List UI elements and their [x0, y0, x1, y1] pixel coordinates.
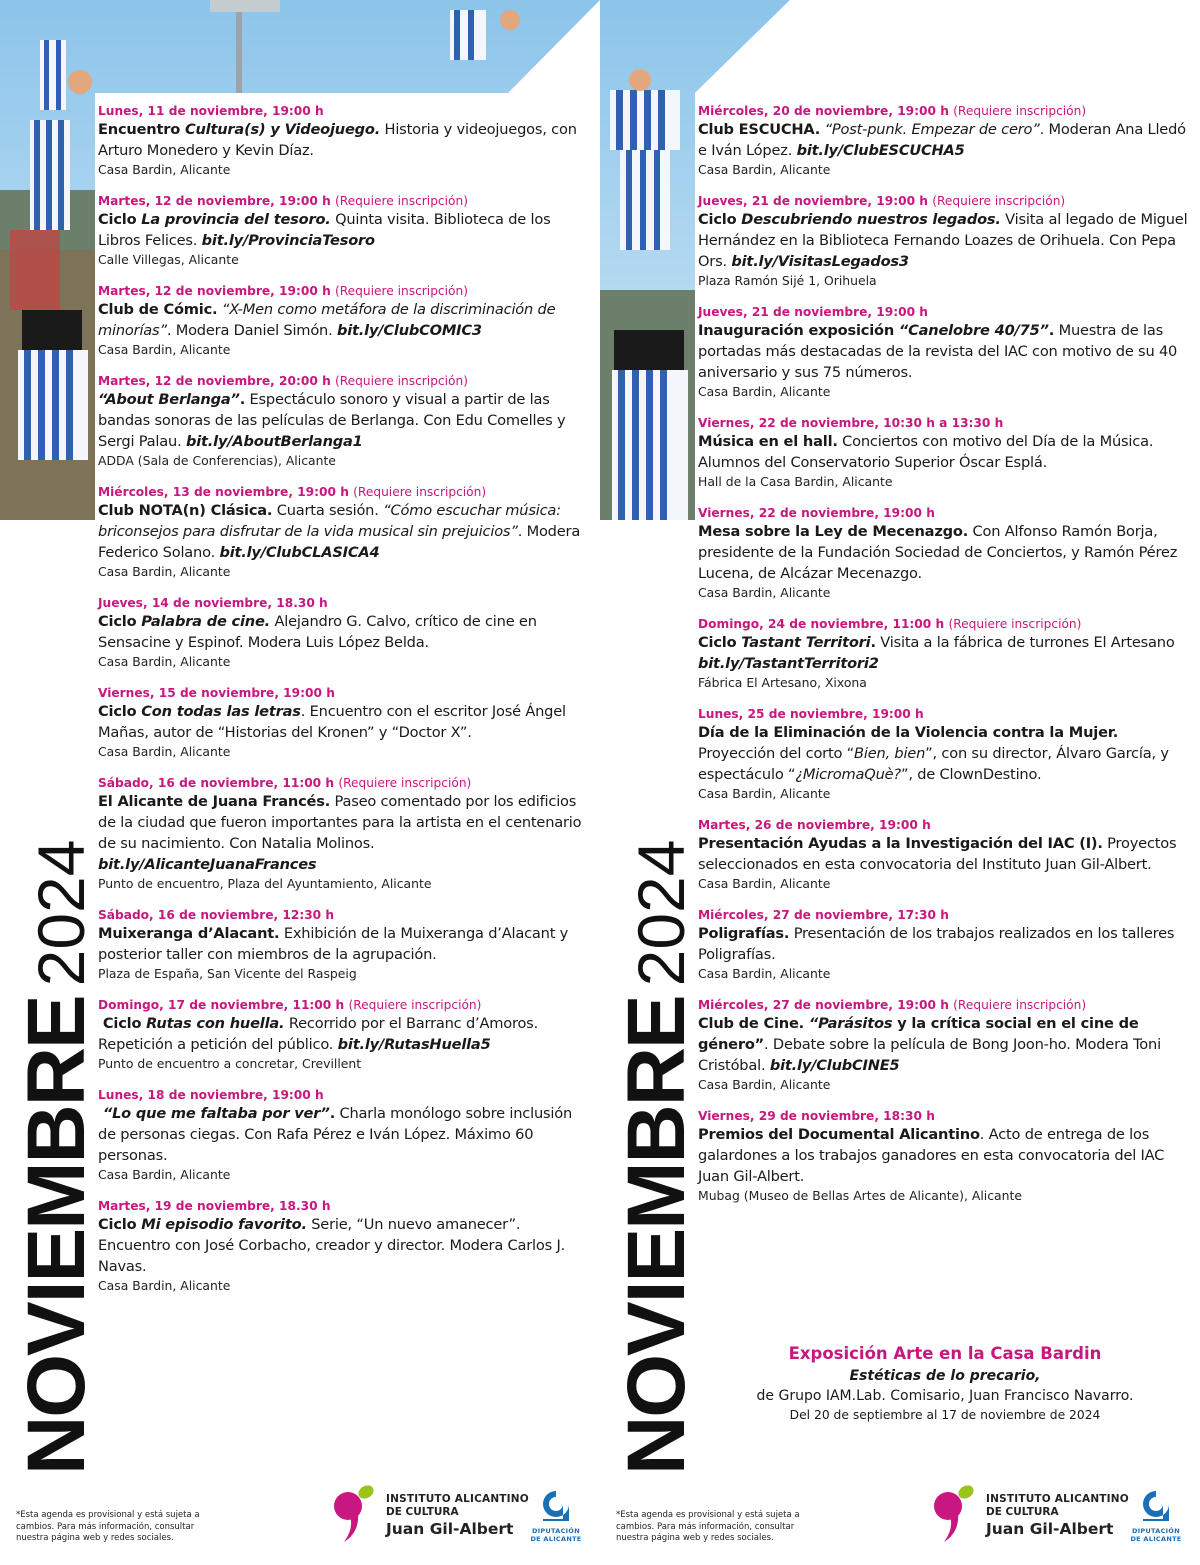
iac-logo-mark-icon	[930, 1484, 980, 1542]
event-description: “About Berlanga”. Espectáculo sonoro y visual a partir de las bandas sonoras de las películas de Berlanga. Con Edu Comelles y Sergi Palau. bit.ly/AboutBerlanga1	[98, 391, 566, 450]
event-date	[98, 997, 593, 1013]
diputacion-mark-icon	[1141, 1489, 1171, 1521]
event-registration-note: (Requiere inscripción)	[335, 284, 468, 298]
event-registration-note: (Requiere inscripción)	[953, 998, 1087, 1012]
event-venue: Casa Bardin, Alicante	[698, 786, 831, 801]
event-date-text: Miércoles, 20 de noviembre, 19:00 h	[698, 104, 949, 118]
event-date	[98, 373, 593, 389]
diputacion-line-1: DIPUTACIÓN	[532, 1527, 580, 1535]
event-description: Ciclo Mi episodio favorito. Serie, “Un nuevo amanecer”. Encuentro con José Corbacho, creador y director. Modera Carlos J. Navas.	[98, 1216, 566, 1275]
diputacion-line-2: DE ALICANTE	[1130, 1535, 1182, 1543]
event-date-text: Miércoles, 13 de noviembre, 19:00 h	[98, 485, 349, 499]
event-date-text: Martes, 12 de noviembre, 19:00 h	[98, 284, 331, 298]
event-date-text: Martes, 26 de noviembre, 19:00 h	[698, 818, 931, 832]
event-list-left	[98, 103, 593, 1309]
event-link[interactable]: bit.ly/TastantTerritori2	[698, 655, 879, 672]
diputacion-line-1: DIPUTACIÓN	[1132, 1527, 1180, 1535]
event-date	[98, 1198, 593, 1214]
event-venue: Casa Bardin, Alicante	[698, 876, 831, 891]
event-date-text: Domingo, 24 de noviembre, 11:00 h	[698, 617, 945, 631]
logo-line-2: DE CULTURA	[386, 1506, 459, 1518]
event-venue: Casa Bardin, Alicante	[698, 966, 831, 981]
event-registration-note: (Requiere inscripción)	[353, 485, 487, 499]
event-item	[698, 193, 1193, 289]
event-date	[98, 484, 593, 500]
event-venue: Casa Bardin, Alicante	[98, 342, 231, 357]
event-date-text: Lunes, 11 de noviembre, 19:00 h	[98, 104, 324, 118]
event-date-text: Jueves, 21 de noviembre, 19:00 h	[698, 305, 928, 319]
event-date-text: Martes, 12 de noviembre, 20:00 h	[98, 374, 331, 388]
event-date-text: Jueves, 21 de noviembre, 19:00 h	[698, 194, 928, 208]
event-venue: ADDA (Sala de Conferencias), Alicante	[98, 453, 336, 468]
event-date	[698, 616, 1193, 632]
event-description: Ciclo Palabra de cine. Alejandro G. Calvo, crítico de cine en Sensacine y Espinof. Modera Luis López Belda.	[98, 613, 537, 651]
event-venue: Casa Bardin, Alicante	[98, 1167, 231, 1182]
event-date	[98, 103, 593, 119]
event-description: Club de Cine. “Parásitos y la crítica social en el cine de género”. Debate sobre la película de Bong Joon-ho. Modera Toni Cristóbal. bit.ly/ClubCINE5	[698, 1015, 1161, 1074]
event-venue: Casa Bardin, Alicante	[98, 162, 231, 177]
event-venue: Fábrica El Artesano, Xixona	[698, 675, 867, 690]
event-item	[98, 193, 593, 268]
event-date	[698, 304, 1193, 320]
event-venue: Casa Bardin, Alicante	[698, 1077, 831, 1092]
event-date	[698, 193, 1193, 209]
event-item	[698, 304, 1193, 400]
event-description: Día de la Eliminación de la Violencia contra la Mujer. Proyección del corto “Bien, bien”, con su director, Álvaro García, y espectáculo “¿MicromaQuè?”, de ClownDestino.	[698, 724, 1169, 783]
event-date-text: Miércoles, 27 de noviembre, 19:00 h	[698, 998, 949, 1012]
event-item	[98, 595, 593, 670]
event-date	[698, 103, 1193, 119]
diputacion-logo	[1126, 1489, 1186, 1543]
event-date	[98, 595, 593, 611]
event-description: Ciclo Descubriendo nuestros legados. Visita al legado de Miguel Hernández en la Biblioteca Fernando Loazes de Orihuela. Con Pepa Ors. bit.ly/VisitasLegados3	[698, 211, 1188, 270]
event-date-text: Viernes, 29 de noviembre, 18:30 h	[698, 1109, 935, 1123]
event-item	[698, 997, 1193, 1093]
event-date	[698, 415, 1193, 431]
event-registration-note: (Requiere inscripción)	[335, 374, 468, 388]
exhibition-title: Exposición Arte en la Casa Bardin	[788, 1344, 1102, 1363]
event-date	[98, 685, 593, 701]
event-description: Encuentro Cultura(s) y Videojuego. Historia y videojuegos, con Arturo Monedero y Kevin Díaz.	[98, 121, 577, 159]
event-registration-note: (Requiere inscripción)	[338, 776, 472, 790]
logo-line-1: INSTITUTO ALICANTINO	[386, 1493, 529, 1505]
event-item	[98, 1198, 593, 1294]
event-date	[98, 193, 593, 209]
event-date-text: Martes, 19 de noviembre, 18.30 h	[98, 1199, 331, 1213]
vertical-title-right	[611, 839, 702, 1475]
event-date	[698, 505, 1193, 521]
event-link[interactable]: bit.ly/ClubCINE5	[769, 1057, 900, 1074]
event-registration-note: (Requiere inscripción)	[948, 617, 1082, 631]
event-description: Inauguración exposición “Canelobre 40/75”. Muestra de las portadas más destacadas de la revista del IAC con motivo de su 40 aniversario y sus 75 números.	[698, 322, 1178, 381]
diputacion-logo	[526, 1489, 586, 1543]
event-date	[698, 817, 1193, 833]
event-link[interactable]: bit.ly/AlicanteJuanaFrances	[98, 856, 317, 873]
event-date	[98, 907, 593, 923]
diputacion-line-2: DE ALICANTE	[530, 1535, 582, 1543]
event-description: Mesa sobre la Ley de Mecenazgo. Con Alfonso Ramón Borja, presidente de la Fundación Sociedad de Conciertos, y Ramón Pérez Lucena, de Alcázar Mecenazgo.	[698, 523, 1178, 582]
event-registration-note: (Requiere inscripción)	[348, 998, 482, 1012]
event-venue: Casa Bardin, Alicante	[698, 162, 831, 177]
event-date-text: Lunes, 25 de noviembre, 19:00 h	[698, 707, 924, 721]
event-description: Club de Cómic. “X-Men como metáfora de la discriminación de minorías”. Modera Daniel Simón. bit.ly/ClubCOMIC3	[98, 301, 556, 339]
event-item	[698, 706, 1193, 802]
iac-logo	[330, 1482, 529, 1544]
event-registration-note: (Requiere inscripción)	[932, 194, 1066, 208]
event-description: Ciclo Con todas las letras. Encuentro con el escritor José Ángel Mañas, autor de “Historias del Kronen” y “Doctor X”.	[98, 703, 566, 741]
event-item	[698, 1108, 1193, 1204]
event-date-text: Domingo, 17 de noviembre, 11:00 h	[98, 998, 345, 1012]
event-date	[698, 997, 1193, 1013]
event-item	[698, 505, 1193, 601]
event-link[interactable]: bit.ly/ProvinciaTesoro	[201, 232, 375, 249]
diputacion-mark-icon	[541, 1489, 571, 1521]
event-description: “Lo que me faltaba por ver”. Charla monólogo sobre inclusión de personas ciegas. Con Rafa Pérez e Iván López. Máximo 60 personas.	[98, 1105, 573, 1164]
event-description: Presentación Ayudas a la Investigación del IAC (I). Proyectos seleccionados en esta convocatoria del Instituto Juan Gil-Albert.	[698, 835, 1177, 873]
event-description: Ciclo La provincia del tesoro. Quinta visita. Biblioteca de los Libros Felices. bit.ly/ProvinciaTesoro	[98, 211, 551, 249]
event-item	[98, 775, 593, 892]
exhibition-credits: de Grupo IAM.Lab. Comisario, Juan Francisco Navarro.	[756, 1388, 1134, 1404]
event-venue: Mubag (Museo de Bellas Artes de Alicante), Alicante	[698, 1188, 1022, 1203]
event-registration-note: (Requiere inscripción)	[953, 104, 1087, 118]
event-date	[98, 1087, 593, 1103]
event-date-text: Viernes, 15 de noviembre, 19:00 h	[98, 686, 335, 700]
title-year: 2024	[624, 839, 698, 987]
event-venue: Hall de la Casa Bardin, Alicante	[698, 474, 893, 489]
event-item	[698, 907, 1193, 982]
exhibition-subtitle: Estéticas de lo precario,	[849, 1368, 1041, 1384]
event-venue: Casa Bardin, Alicante	[98, 744, 231, 759]
event-date	[98, 775, 593, 791]
event-item	[698, 103, 1193, 178]
event-date	[698, 907, 1193, 923]
event-item	[98, 103, 593, 178]
logo-line-2: DE CULTURA	[986, 1506, 1059, 1518]
disclaimer-note: *Esta agenda es provisional y está sujeta a cambios. Para más información, consultar nuestra página web y redes sociales.	[16, 1510, 200, 1543]
event-date-text: Viernes, 22 de noviembre, 19:00 h	[698, 506, 935, 520]
event-description: Ciclo Rutas con huella. Recorrido por el Barranc d’Amoros. Repetición a petición del público. bit.ly/RutasHuella5	[98, 1015, 539, 1053]
event-venue: Casa Bardin, Alicante	[698, 585, 831, 600]
iac-logo	[930, 1482, 1129, 1544]
event-link[interactable]: bit.ly/AboutBerlanga1	[185, 433, 363, 450]
event-date-text: Sábado, 16 de noviembre, 11:00 h	[98, 776, 335, 790]
exhibition-dates: Del 20 de septiembre al 17 de noviembre de 2024	[789, 1408, 1101, 1422]
event-link[interactable]: bit.ly/ClubCOMIC3	[336, 322, 482, 339]
event-description: Ciclo Tastant Territori. Visita a la fábrica de turrones El Artesano bit.ly/TastantTerritori2	[698, 634, 1175, 672]
event-venue: Plaza de España, San Vicente del Raspeig	[98, 966, 357, 981]
event-date	[98, 283, 593, 299]
event-registration-note: (Requiere inscripción)	[335, 194, 468, 208]
event-description: Poligrafías. Presentación de los trabajos realizados en los talleres Poligrafías.	[698, 925, 1175, 963]
event-venue: Punto de encuentro a concretar, Crevillent	[98, 1056, 362, 1071]
event-item	[98, 907, 593, 982]
event-venue: Plaza Ramón Sijé 1, Orihuela	[698, 273, 877, 288]
event-link[interactable]: bit.ly/ClubCLASICA4	[219, 544, 380, 561]
logo-line-3: Juan Gil-Albert	[386, 1520, 514, 1538]
event-date	[698, 706, 1193, 722]
logo-line-1: INSTITUTO ALICANTINO	[986, 1493, 1129, 1505]
title-month: NOVIEMBRE	[11, 996, 102, 1475]
disclaimer-note: *Esta agenda es provisional y está sujeta a cambios. Para más información, consultar nuestra página web y redes sociales.	[616, 1510, 800, 1543]
event-description: Club ESCUCHA. “Post-punk. Empezar de cero”. Moderan Ana Lledó e Iván López. bit.ly/ClubESCUCHA5	[698, 121, 1186, 159]
event-description: Muixeranga d’Alacant. Exhibición de la Muixeranga d’Alacant y posterior taller con miembros de la agrupación.	[98, 925, 569, 963]
title-month: NOVIEMBRE	[611, 996, 702, 1475]
event-item	[698, 616, 1193, 691]
event-item	[98, 685, 593, 760]
event-item	[98, 1087, 593, 1183]
event-list-right	[698, 103, 1193, 1219]
vertical-title-left	[11, 839, 102, 1475]
event-date	[698, 1108, 1193, 1124]
event-date-text: Lunes, 18 de noviembre, 19:00 h	[98, 1088, 324, 1102]
exhibition-box	[740, 1342, 1150, 1424]
event-venue: Casa Bardin, Alicante	[98, 564, 231, 579]
event-date-text: Sábado, 16 de noviembre, 12:30 h	[98, 908, 335, 922]
event-item	[98, 997, 593, 1072]
event-item	[698, 415, 1193, 490]
title-year: 2024	[24, 839, 98, 987]
event-link[interactable]: bit.ly/RutasHuella5	[337, 1036, 491, 1053]
event-date-text: Viernes, 22 de noviembre, 10:30 h a 13:30 h	[698, 416, 1004, 430]
event-date-text: Martes, 12 de noviembre, 19:00 h	[98, 194, 331, 208]
event-description: El Alicante de Juana Francés. Paseo comentado por los edificios de la ciudad que fueron importantes para la artista en el centenario de su nacimiento. Con Natalia Molinos. bit.ly/AlicanteJuanaFrances	[98, 793, 582, 873]
event-item	[698, 817, 1193, 892]
event-item	[98, 283, 593, 358]
event-link[interactable]: bit.ly/ClubESCUCHA5	[796, 142, 965, 159]
event-venue: Casa Bardin, Alicante	[98, 654, 231, 669]
event-venue: Calle Villegas, Alicante	[98, 252, 239, 267]
event-venue: Casa Bardin, Alicante	[698, 384, 831, 399]
event-date-text: Jueves, 14 de noviembre, 18.30 h	[98, 596, 328, 610]
event-description: Música en el hall. Conciertos con motivo del Día de la Música. Alumnos del Conservatorio Superior Óscar Esplá.	[698, 433, 1154, 471]
event-date-text: Miércoles, 27 de noviembre, 17:30 h	[698, 908, 949, 922]
event-item	[98, 373, 593, 469]
iac-logo-mark-icon	[330, 1484, 380, 1542]
event-description: Premios del Documental Alicantino. Acto de entrega de los galardones a los trabajos ganadores en esta convocatoria del IAC Juan Gil-Albert.	[698, 1126, 1165, 1185]
agenda-panel-right	[600, 0, 1200, 1565]
event-item	[98, 484, 593, 580]
event-venue: Casa Bardin, Alicante	[98, 1278, 231, 1293]
event-description: Club NOTA(n) Clásica. Cuarta sesión. “Cómo escuchar música: briconsejos para disfrutar de la vida musical sin prejuicios”. Modera Federico Solano. bit.ly/ClubCLASICA4	[98, 502, 581, 561]
logo-line-3: Juan Gil-Albert	[986, 1520, 1114, 1538]
event-link[interactable]: bit.ly/VisitasLegados3	[731, 253, 909, 270]
event-venue: Punto de encuentro, Plaza del Ayuntamiento, Alicante	[98, 876, 432, 891]
